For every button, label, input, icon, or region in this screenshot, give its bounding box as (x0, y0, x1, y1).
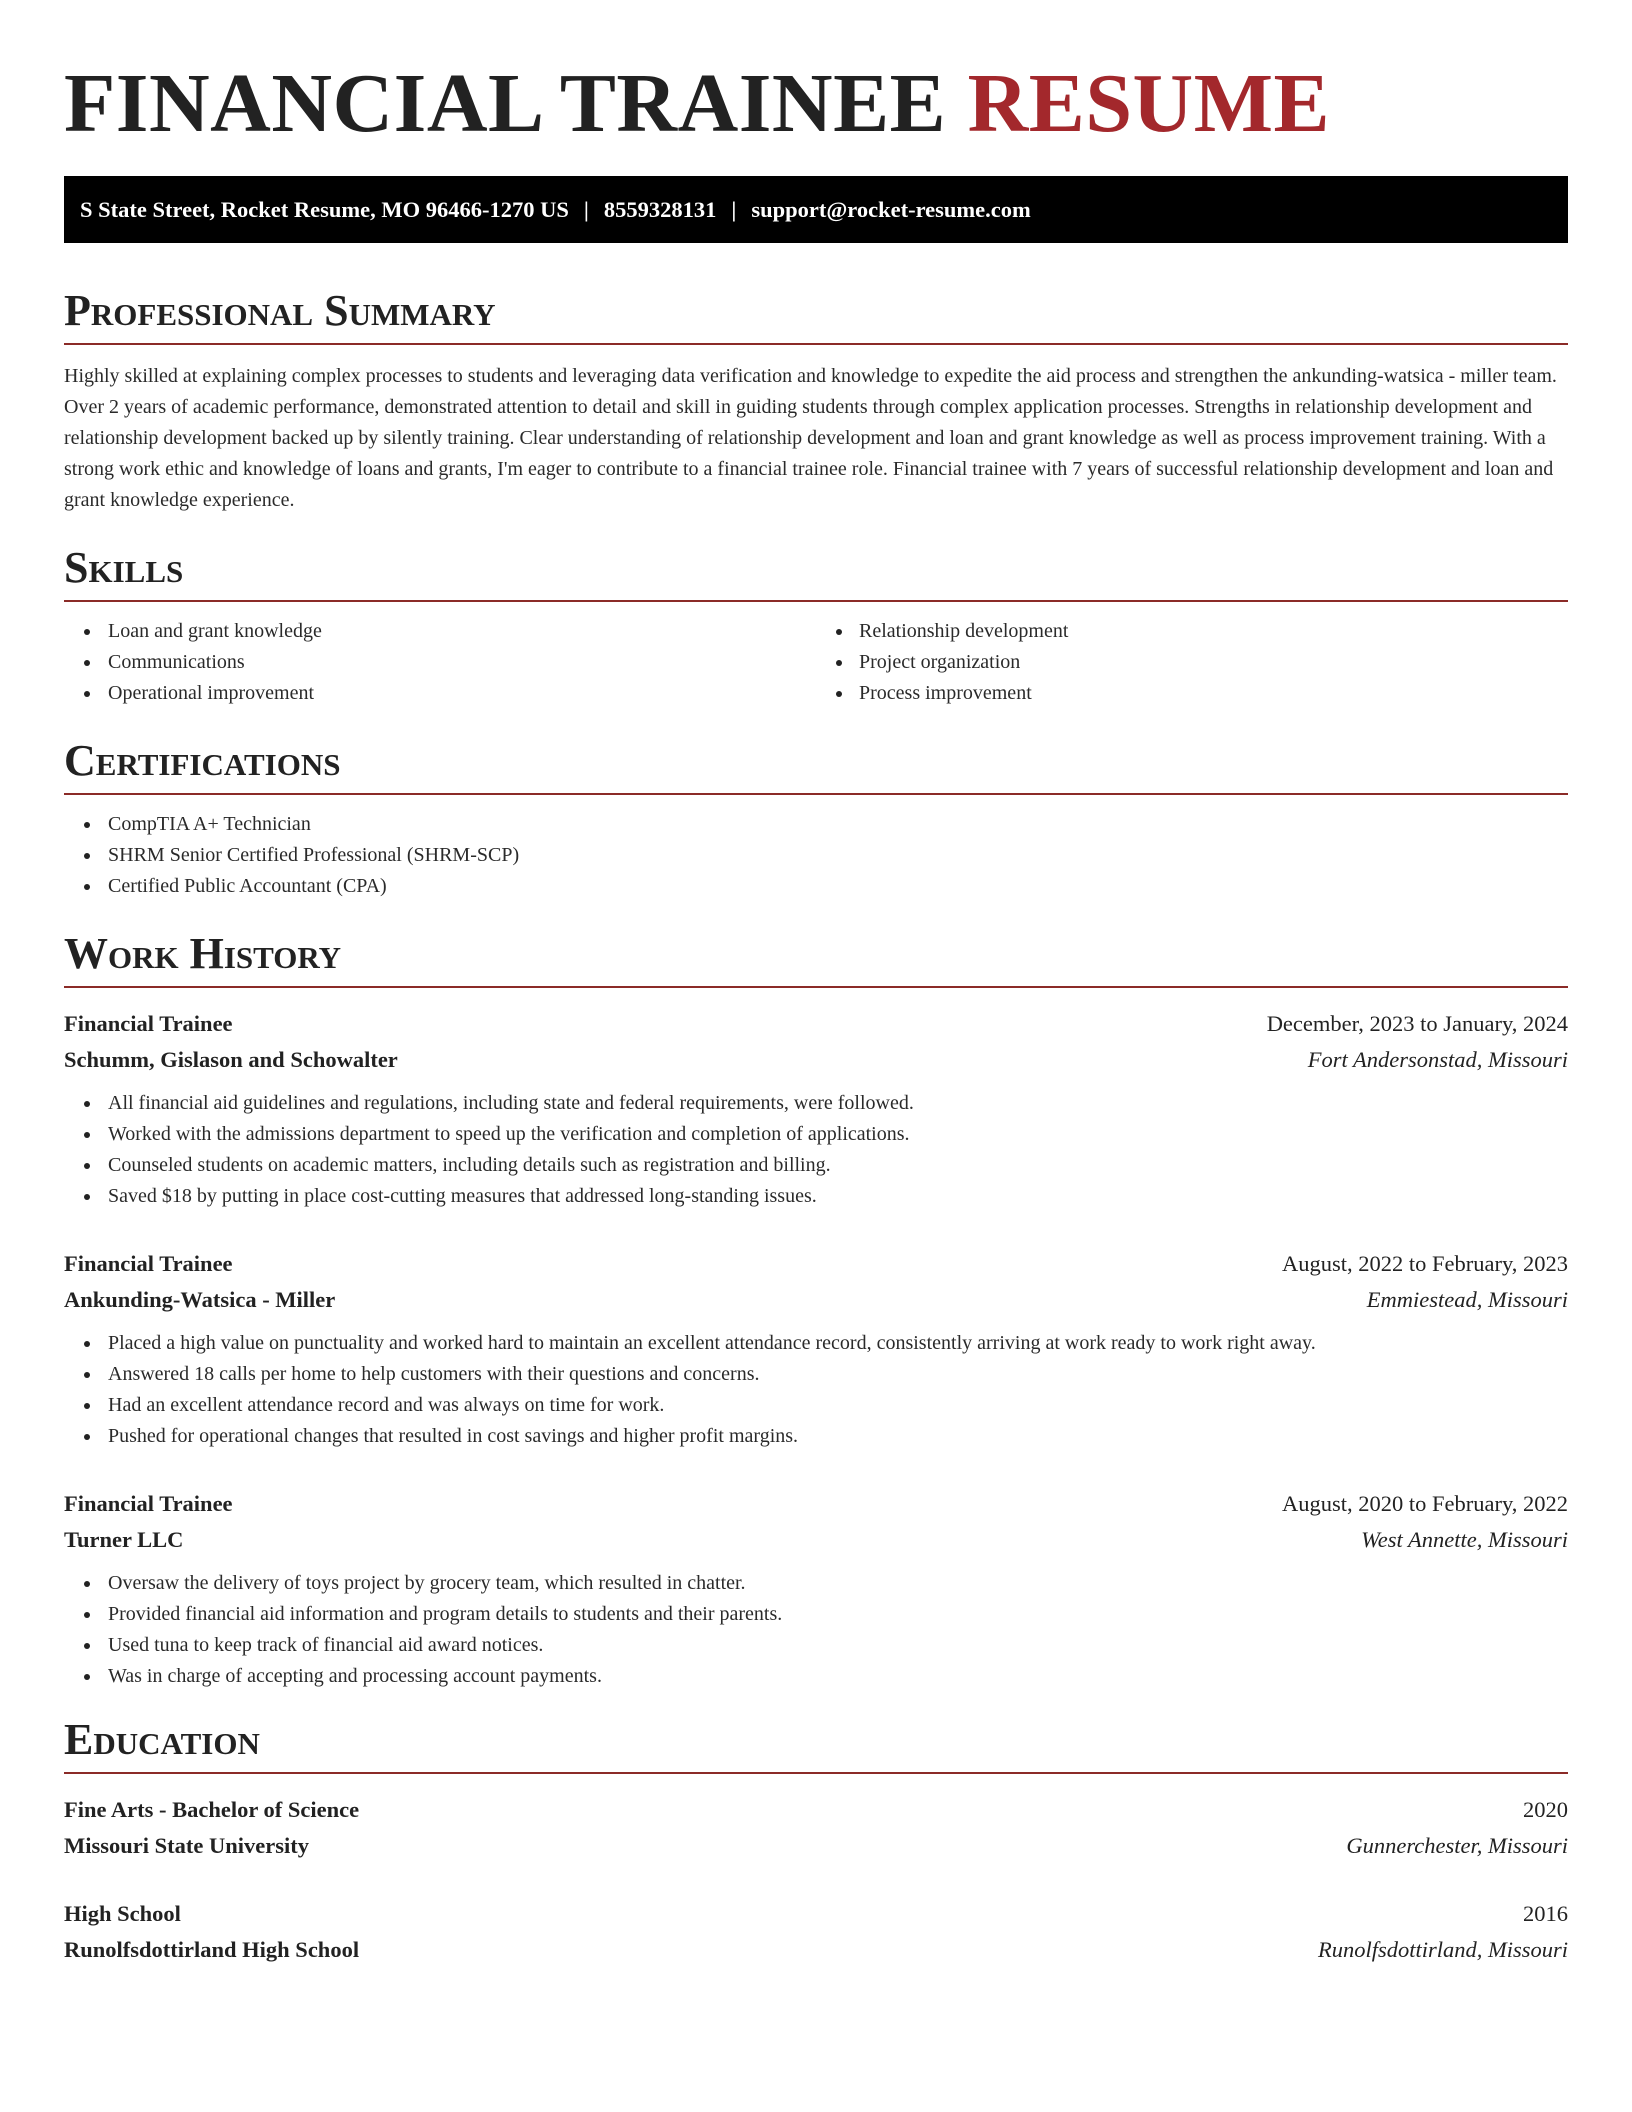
education-entry (64, 1792, 1568, 1864)
education-year: 2020 (1523, 1797, 1568, 1822)
certifications-heading: Certifications (64, 735, 1568, 795)
job-bullets (64, 1088, 1568, 1212)
job-entry (64, 1486, 1568, 1692)
education-location: Gunnerchester, Missouri (1346, 1833, 1568, 1858)
job-bullet: Placed a high value on punctuality and worked hard to maintain an excellent attendance record, consistently arriving at work ready to work right away. (64, 1328, 1568, 1359)
job-entry (64, 1006, 1568, 1212)
job-company-row (64, 1522, 1568, 1558)
job-location: Emmiestead, Missouri (1366, 1287, 1568, 1312)
contact-address: S State Street, Rocket Resume, MO 96466-1270 US (80, 197, 569, 222)
work-history-heading: Work History (64, 928, 1568, 988)
job-entry (64, 1246, 1568, 1452)
job-location: Fort Andersonstad, Missouri (1307, 1047, 1568, 1072)
job-bullet: Pushed for operational changes that resulted in cost savings and higher profit margins. (64, 1421, 1568, 1452)
job-title: Financial Trainee (64, 1251, 233, 1276)
job-bullet: All financial aid guidelines and regulations, including state and federal requirements, were followed. (64, 1088, 1568, 1119)
job-bullets (64, 1568, 1568, 1692)
education-entry (64, 1896, 1568, 1968)
summary-heading: Professional Summary (64, 285, 1568, 345)
skills-heading: Skills (64, 542, 1568, 602)
education-degree: High School (64, 1901, 181, 1926)
certification-item: Certified Public Accountant (CPA) (64, 871, 1568, 902)
job-company-row (64, 1042, 1568, 1078)
title-accent: RESUME (967, 57, 1331, 150)
skills-list-left (64, 616, 816, 709)
education-location: Runolfsdottirland, Missouri (1317, 1937, 1568, 1962)
education-school: Runolfsdottirland High School (64, 1937, 360, 1962)
skill-item: Communications (64, 647, 816, 678)
job-bullet: Answered 18 calls per home to help customers with their questions and concerns. (64, 1359, 1568, 1390)
job-bullet: Provided financial aid information and program details to students and their parents. (64, 1599, 1568, 1630)
job-header-row (64, 1006, 1568, 1042)
skill-item: Relationship development (816, 616, 1568, 647)
education-year: 2016 (1523, 1901, 1568, 1926)
education-school: Missouri State University (64, 1833, 309, 1858)
education-degree: Fine Arts - Bachelor of Science (64, 1797, 360, 1822)
summary-text: Highly skilled at explaining complex processes to students and leveraging data verification and knowledge to expedite the aid process and strengthen the ankunding-watsica - miller team. Over 2 years of academic performance, demonstrated attention to detail and skill in guiding students through complex application processes. Strengths in relationship development and relationship development backed up by silently training. Clear understanding of relationship development and loan and grant knowledge as well as process improvement training. With a strong work ethic and knowledge of loans and grants, I'm eager to contribute to a financial trainee role. Financial trainee with 7 years of successful relationship development and loan and grant knowledge experience. (64, 365, 1557, 511)
job-header-row (64, 1246, 1568, 1282)
job-dates: August, 2020 to February, 2022 (1281, 1491, 1568, 1516)
job-company: Turner LLC (64, 1527, 184, 1552)
education-heading: Education (64, 1714, 1568, 1774)
job-bullet: Oversaw the delivery of toys project by grocery team, which resulted in chatter. (64, 1568, 1568, 1599)
job-title: Financial Trainee (64, 1011, 233, 1036)
certification-item: CompTIA A+ Technician (64, 809, 1568, 840)
education-school-row (64, 1828, 1568, 1864)
job-bullet: Saved $18 by putting in place cost-cutting measures that addressed long-standing issues. (64, 1181, 1568, 1212)
skills-list-right (816, 616, 1568, 709)
job-company: Schumm, Gislason and Schowalter (64, 1047, 398, 1072)
job-title: Financial Trainee (64, 1491, 233, 1516)
skill-item: Operational improvement (64, 678, 816, 709)
skill-item: Loan and grant knowledge (64, 616, 816, 647)
job-company-row (64, 1282, 1568, 1318)
contact-bar (64, 176, 1568, 243)
contact-phone[interactable]: 8559328131 (603, 197, 717, 222)
job-bullet: Worked with the admissions department to speed up the verification and completion of applications. (64, 1119, 1568, 1150)
certifications-list (64, 809, 1568, 902)
resume-title (64, 56, 1568, 152)
job-dates: December, 2023 to January, 2024 (1266, 1011, 1568, 1036)
job-location: West Annette, Missouri (1361, 1527, 1568, 1552)
education-degree-row (64, 1792, 1568, 1828)
job-company: Ankunding-Watsica - Miller (64, 1287, 336, 1312)
skills-grid (64, 616, 1568, 709)
job-header-row (64, 1486, 1568, 1522)
certification-item: SHRM Senior Certified Professional (SHRM-SCP) (64, 840, 1568, 871)
job-bullet: Used tuna to keep track of financial aid award notices. (64, 1630, 1568, 1661)
job-bullet: Had an excellent attendance record and was always on time for work. (64, 1390, 1568, 1421)
job-bullet: Was in charge of accepting and processing account payments. (64, 1661, 1568, 1692)
skill-item: Process improvement (816, 678, 1568, 709)
job-bullets (64, 1328, 1568, 1452)
contact-separator: | (731, 197, 737, 222)
education-school-row (64, 1932, 1568, 1968)
education-degree-row (64, 1896, 1568, 1932)
contact-separator: | (583, 197, 589, 222)
job-dates: August, 2022 to February, 2023 (1281, 1251, 1568, 1276)
skill-item: Project organization (816, 647, 1568, 678)
job-bullet: Counseled students on academic matters, including details such as registration and billing. (64, 1150, 1568, 1181)
contact-email[interactable]: support@rocket-resume.com (751, 197, 1031, 222)
title-main: FINANCIAL TRAINEE (64, 57, 947, 150)
